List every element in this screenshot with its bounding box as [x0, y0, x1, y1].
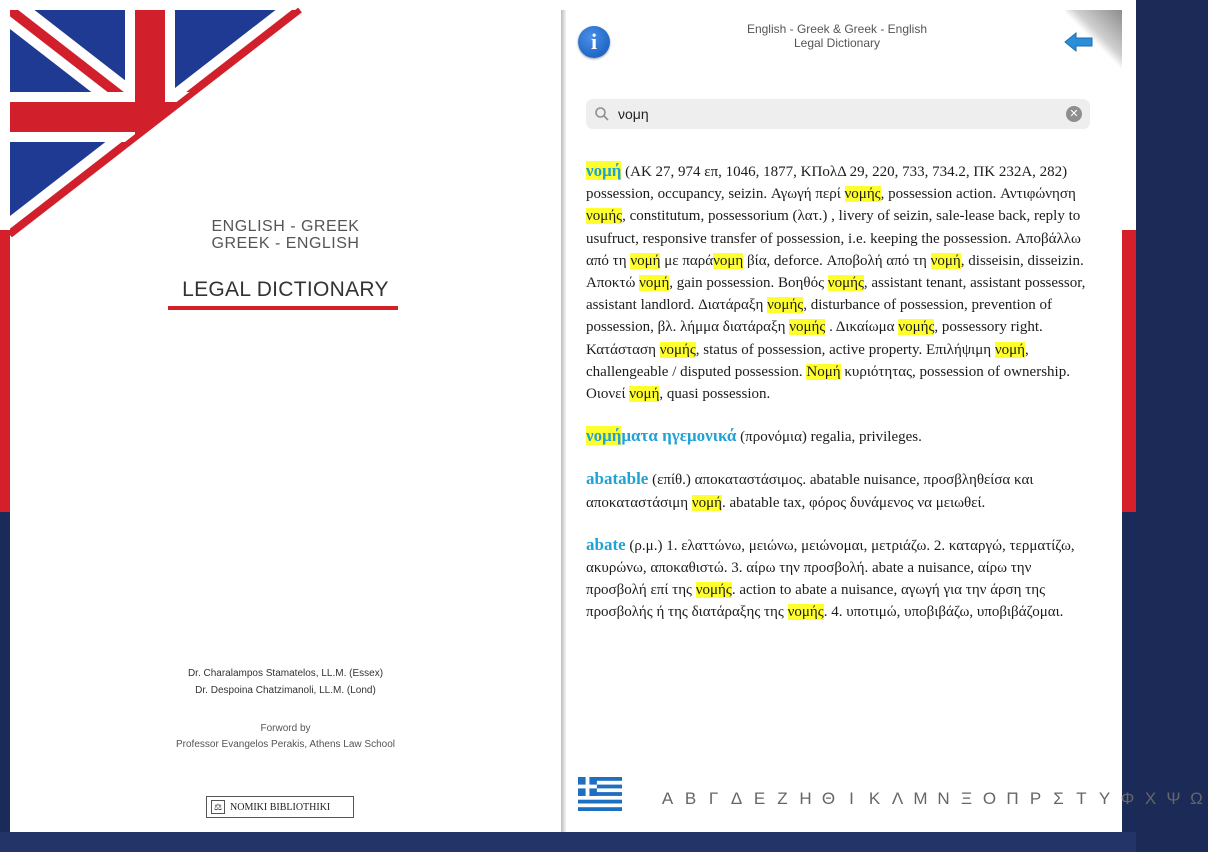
highlight: νομής — [659, 341, 696, 358]
entry-headword[interactable]: νομή — [586, 161, 622, 180]
alphabet-letter[interactable]: Ψ — [1166, 789, 1181, 808]
highlight: νομη — [713, 252, 744, 269]
info-icon[interactable]: i — [578, 26, 610, 58]
alphabet-index — [656, 789, 1203, 809]
cover-title: LEGAL DICTIONARY — [182, 278, 389, 301]
alphabet-letter[interactable]: Ι — [849, 789, 854, 808]
background-bottom-stripe — [0, 832, 1136, 852]
alphabet-letter[interactable]: Κ — [868, 789, 881, 808]
highlight: νομή — [691, 494, 723, 511]
alphabet-letter[interactable]: Υ — [1098, 789, 1111, 808]
alphabet-letter[interactable]: Ξ — [960, 789, 973, 808]
search-input[interactable] — [618, 103, 1048, 125]
alphabet-letter[interactable]: Ω — [1190, 789, 1203, 808]
cover-page — [10, 10, 561, 832]
alphabet-letter[interactable]: Γ — [708, 789, 719, 808]
alphabet-letter[interactable]: Θ — [821, 789, 836, 808]
alphabet-letter[interactable]: Δ — [730, 789, 743, 808]
entry-headword-rest[interactable]: ματα ηγεμονικά — [621, 426, 737, 446]
search-bar — [586, 99, 1090, 129]
entry-nomi: νομή (ΑΚ 27, 974 επ, 1046, 1877, ΚΠολΔ 29, 220, 733, 734.2, ΠΚ 232Α, 282) possession, occupancy, seizin. Αγωγή περί νομής, possession action. Αντιφώνηση νομής, constitutum, possessorium (λατ.) , livery of seizin, sale-lease back, reply to usufruct, responsive transfer of possession, i.e. keeping the possession. Αποβάλλω από τη νομή με παράνομη βία, deforce. Αποβολή από τη νομή, disseisin, disseizin. Αποκτώ νομή, gain possession. Βοηθός νομής, assistant tenant, assistant possessor, assistant landlord. Διατάραξη νομής, disturbance of possession, prevention of possession, βλ. λήμμα διατάραξη νομής . Δικαίωμα νομής, possessory right. Κατάσταση νομής, status of possession, active property. Επιλήψιμη νομή, challengeable / disputed possession. Νομή κυριότητας, possession of ownership. Οιονεί νομή, quasi possession. — [586, 161, 1086, 403]
alphabet-letter[interactable]: Β — [684, 789, 697, 808]
highlight: νομή — [629, 386, 660, 403]
entry-headword-highlight[interactable]: νομή — [586, 426, 622, 446]
dictionary-page — [566, 10, 1203, 832]
cover-headline-english-greek: ENGLISH - GREEK — [211, 218, 360, 235]
alphabet-letter[interactable]: Ρ — [1029, 789, 1042, 808]
back-arrow-icon[interactable] — [1064, 32, 1094, 52]
title-underline — [168, 306, 398, 310]
foreword-author: Professor Evangelos Perakis, Athens Law School — [175, 739, 395, 750]
highlight: νομή — [930, 252, 961, 269]
highlight: νομής — [787, 604, 824, 621]
highlight: νομή — [994, 341, 1026, 358]
alphabet-letter[interactable]: Ν — [937, 789, 950, 808]
highlight: νομής — [827, 275, 864, 292]
highlight: νομής — [586, 208, 623, 225]
alphabet-letter[interactable]: Α — [661, 789, 674, 808]
author-1: Dr. Charalampos Stamatelos, LL.M. (Essex) — [187, 668, 384, 679]
entry-headword[interactable]: abatable — [586, 469, 649, 489]
alphabet-letter[interactable]: Σ — [1053, 789, 1064, 808]
publisher-logo — [206, 796, 354, 818]
entry-headword[interactable]: abate — [586, 534, 626, 554]
alphabet-letter[interactable]: Χ — [1144, 789, 1157, 808]
alphabet-letter[interactable]: Φ — [1120, 789, 1135, 808]
union-jack-icon — [10, 10, 300, 235]
greek-flag-icon[interactable] — [578, 777, 622, 811]
alphabet-letter[interactable]: Μ — [913, 789, 928, 808]
app-title-line-1: English - Greek & Greek - English — [746, 22, 928, 36]
highlight: νομής — [844, 186, 881, 203]
highlight: νομής — [767, 297, 804, 314]
alphabet-letter[interactable]: Τ — [1076, 789, 1087, 808]
alphabet-letter[interactable]: Ζ — [777, 789, 788, 808]
entry-abate: abate (ρ.μ.) 1. ελαττώνω, μειώνω, μειώνομαι, μετριάζω. 2. καταργώ, τερματίζω, ακυρώνω, αποκαθιστώ. 3. αίρω την προσβολή. abate a nuisance, αίρω την προσβολή επί της νομής. action to abate a nuisance, αγωγή για την άρση της προσβολής ή της διατάραξης της νομής. 4. υποτιμώ, υποβιβάζω, υποβιβάζομαι. — [586, 534, 1075, 621]
highlight: νομή — [639, 275, 670, 292]
foreword-label: Forword by — [260, 723, 311, 734]
publisher-name: NOMIKI BIBLIOTHIKI — [230, 801, 331, 813]
publisher-emblem-icon: ⚖ — [211, 800, 225, 814]
cover-headline-greek-english: GREEK - ENGLISH — [211, 235, 360, 252]
alphabet-letter[interactable]: Η — [799, 789, 812, 808]
search-icon — [594, 106, 610, 122]
alphabet-letter[interactable]: Ο — [982, 789, 997, 808]
author-2: Dr. Despoina Chatzimanoli, LL.M. (Lond) — [195, 685, 376, 696]
entry-nomimata: νομήματα ηγεμονικά (προνόμια) regalia, privileges. — [586, 426, 922, 446]
highlight: Νομή — [806, 363, 841, 380]
highlight: νομής — [898, 319, 935, 336]
highlight: νομής — [695, 582, 732, 599]
entry-abatable: abatable (επίθ.) αποκαταστάσιμος. abatable nuisance, προσβληθείσα και αποκαταστάσιμη νομή. abatable tax, φόρος δυνάμενος να μειωθεί. — [586, 469, 1034, 511]
dictionary-results — [586, 160, 1086, 760]
clear-icon[interactable]: ✕ — [1066, 106, 1082, 122]
app-title-line-2: Legal Dictionary — [793, 36, 881, 50]
alphabet-letter[interactable]: Λ — [891, 789, 904, 808]
highlight: νομής — [789, 319, 826, 336]
highlight: νομή — [630, 252, 661, 269]
alphabet-letter[interactable]: Ε — [753, 789, 766, 808]
alphabet-letter[interactable]: Π — [1006, 789, 1019, 808]
